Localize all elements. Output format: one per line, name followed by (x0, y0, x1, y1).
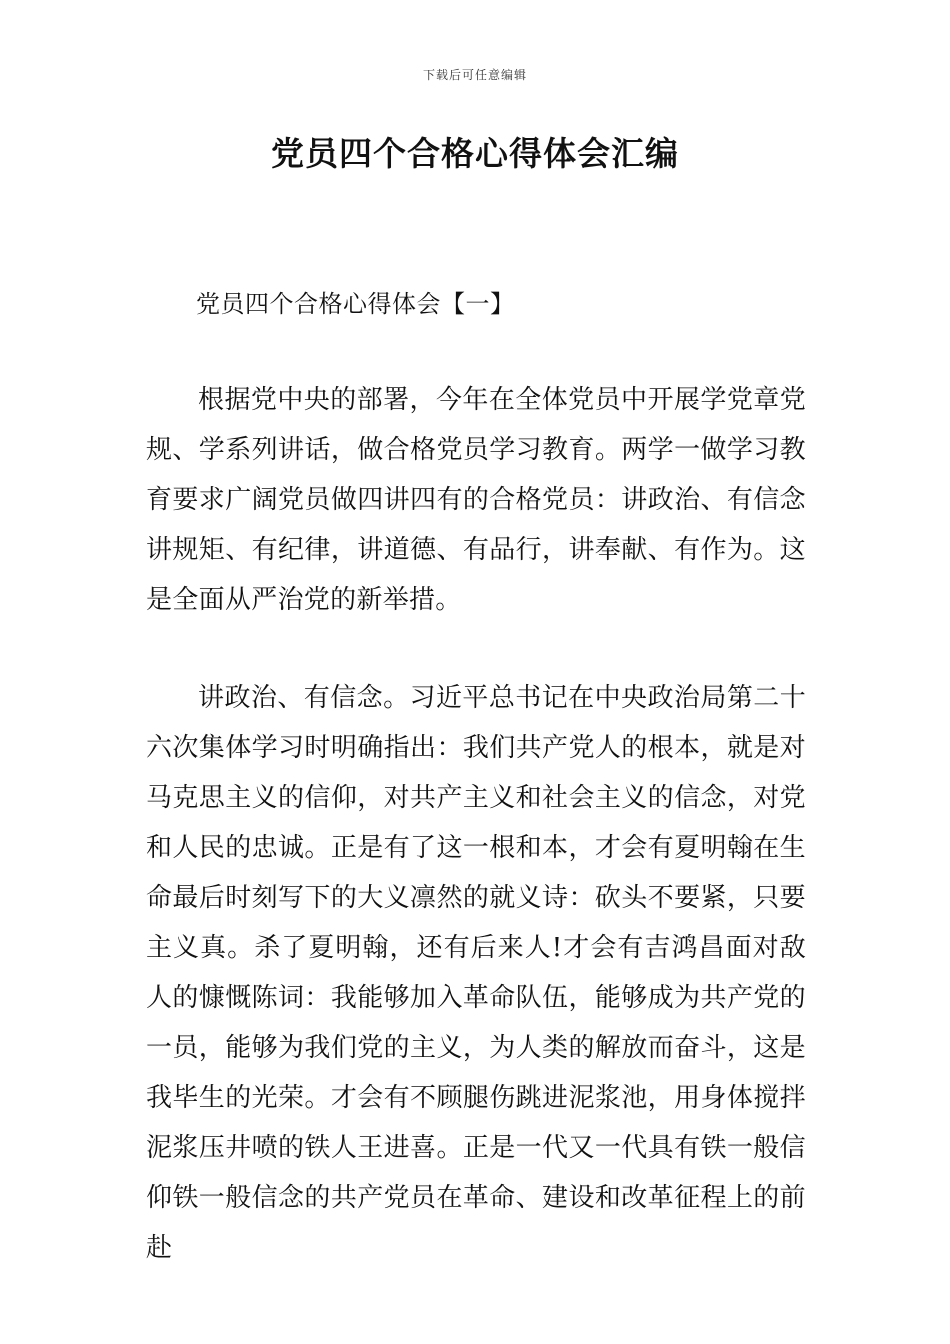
header-note: 下载后可任意编辑 (422, 68, 527, 82)
document-title: 党员四个合格心得体会汇编 (271, 134, 679, 173)
body-paragraph-1: 根据党中央的部署，今年在全体党员中开展学党章党规、学系列讲话，做合格党员学习教育。两学一做学习教育要求广阔党员做四讲四有的合格党员：讲政治、有信念讲规矩、有纪律，讲道德、有品行，讲奉献、有作为。这是全面从严治党的新举措。 (146, 385, 806, 615)
section-heading: 党员四个合格心得体会【一】 (196, 290, 515, 318)
body-paragraph-2: 讲政治、有信念。习近平总书记在中央政治局第二十六次集体学习时明确指出：我们共产党人的根本，就是对马克思主义的信仰，对共产主义和社会主义的信念，对党和人民的忠诚。正是有了这一根和本，才会有夏明翰在生命最后时刻写下的大义凛然的就义诗：砍头不要紧，只要主义真。杀了夏明翰，还有后来人!才会有吉鸿昌面对敌人的慷慨陈词：我能够加入革命队伍，能够成为共产党的一员，能够为我们党的主义，为人类的解放而奋斗，这是我毕生的光荣。才会有不顾腿伤跳进泥浆池，用身体搅拌泥浆压井喷的铁人王进喜。正是一代又一代具有铁一般信仰铁一般信念的共产党员在革命、建设和改革征程上的前赴 (146, 683, 806, 1263)
